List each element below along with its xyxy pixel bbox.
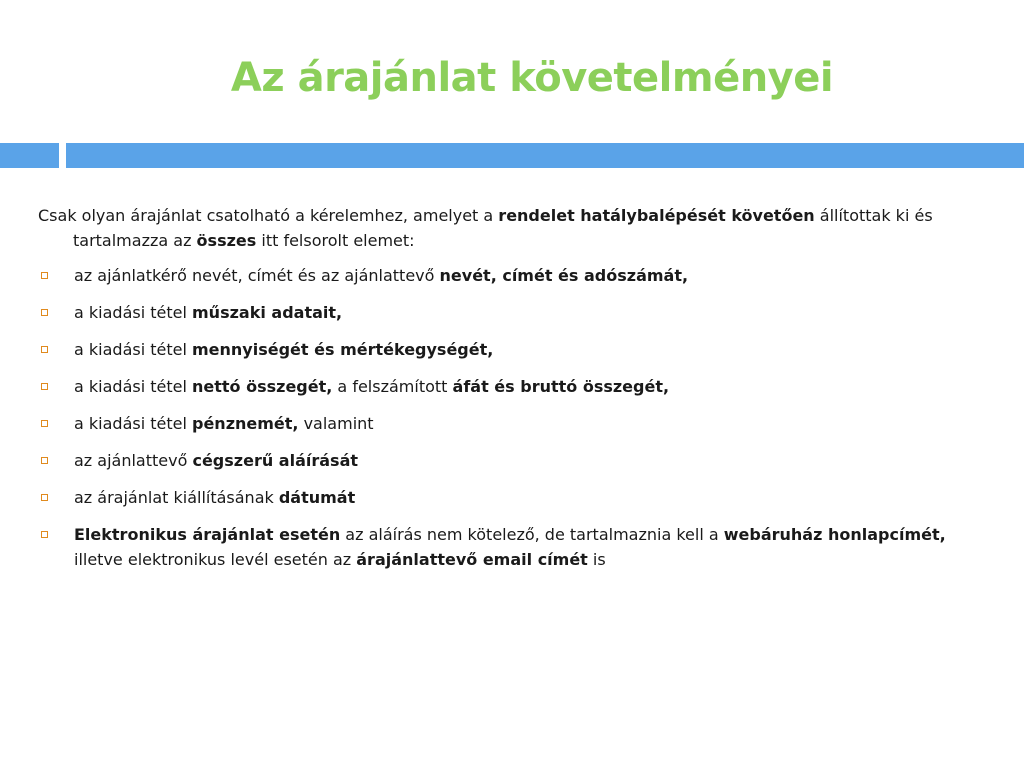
intro-bold-text: rendelet hatálybalépését követően [498,206,815,225]
list-item [38,485,986,510]
item-bold-text: nevét, címét és adószámát, [439,266,689,285]
item-text: is [587,550,606,569]
square-bullet-icon [41,309,48,316]
square-bullet-icon [41,531,48,538]
list-item [38,263,986,288]
square-bullet-icon [41,272,48,279]
item-bold-text: cégszerű aláírását [192,451,359,470]
item-bold-text: árajánlattevő email címét [356,550,588,569]
item-bold-text: Elektronikus árajánlat esetén [74,525,341,544]
intro-bold-text: összes [196,231,257,250]
item-text: a kiadási tétel [74,377,192,396]
item-bold-text: pénznemét, [192,414,299,433]
item-bold-text: webáruház honlapcímét, [723,525,946,544]
slide-body [38,203,986,584]
square-bullet-icon [41,346,48,353]
item-bold-text: mennyiségét és mértékegységét, [192,340,494,359]
item-bold-text: műszaki adatait, [192,303,343,322]
item-text: a kiadási tétel [74,340,192,359]
intro-paragraph [38,203,986,253]
item-text: az árajánlat kiállításának [74,488,279,507]
item-bold-text: áfát és bruttó összegét, [452,377,670,396]
item-text: az ajánlatkérő nevét, címét és az ajánlattevő [74,266,440,285]
item-text: az ajánlattevő [74,451,193,470]
list-item [38,337,986,362]
item-text: a felszámított [332,377,453,396]
item-text: az aláírás nem kötelező, de tartalmaznia kell a [340,525,724,544]
square-bullet-icon [41,383,48,390]
square-bullet-icon [41,457,48,464]
item-bold-text: dátumát [278,488,356,507]
accent-bar-left [0,143,59,168]
square-bullet-icon [41,420,48,427]
list-item [38,448,986,473]
intro-text: állítottak ki és tartalmazza az [73,206,933,250]
list-item [38,411,986,436]
intro-text: itt felsorolt elemet: [256,231,415,250]
list-item [38,300,986,325]
item-text: valamint [298,414,374,433]
item-text: a kiadási tétel [74,414,192,433]
intro-text: Csak olyan árajánlat csatolható a kérelemhez, amelyet a [38,206,499,225]
item-text: illetve elektronikus levél esetén az [74,550,357,569]
item-bold-text: nettó összegét, [192,377,333,396]
requirements-list [38,263,986,572]
list-item [38,374,986,399]
square-bullet-icon [41,494,48,501]
item-text: a kiadási tétel [74,303,192,322]
accent-bar-right [66,143,1024,168]
list-item [38,522,986,572]
slide-title: Az árajánlat követelményei [230,55,834,101]
